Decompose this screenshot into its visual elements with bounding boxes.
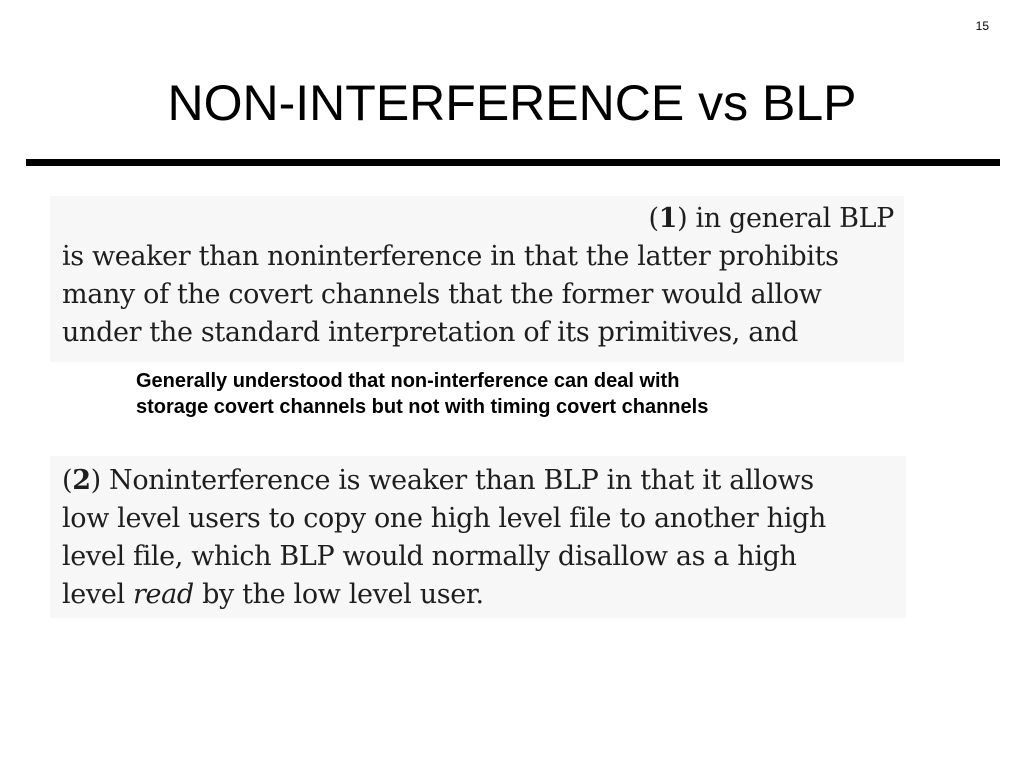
excerpt-2-line-2: low level users to copy one high level file to another high [62, 503, 826, 534]
note-line-2: storage covert channels but not with timing covert channels [136, 396, 709, 418]
excerpt-2-line-4 [62, 576, 484, 614]
excerpt-1-paren-open: ( [648, 203, 659, 234]
title-rule [26, 159, 1000, 166]
note-line-1: Generally understood that non-interference can deal with [136, 370, 680, 392]
excerpt-1-line-1-text: ) in general BLP [677, 203, 894, 234]
slide-title: NON-INTERFERENCE vs BLP [167, 75, 857, 131]
excerpt-2-line-1-text: ) Noninterference is weaker than BLP in that it allows [90, 465, 814, 496]
excerpt-2-line-4-italic: read [132, 579, 194, 610]
excerpt-2 [50, 456, 906, 618]
excerpt-1-line-4: under the standard interpretation of its primitives, and [62, 317, 798, 348]
excerpt-2-line-3: level file, which BLP would normally disallow as a high [62, 541, 797, 572]
excerpt-2-line-4-start: level [62, 579, 133, 610]
excerpt-2-line-4-end: by the low level user. [193, 579, 484, 610]
excerpt-1-number: 1 [658, 203, 678, 234]
excerpt-2-number: 2 [72, 465, 91, 496]
excerpt-1-line-1 [648, 200, 894, 238]
excerpt-2-line-1 [62, 462, 814, 500]
excerpt-1-line-2: is weaker than noninterference in that the latter prohibits [62, 241, 839, 272]
excerpt-1 [50, 196, 904, 362]
page-number: 15 [975, 19, 989, 33]
note [136, 368, 896, 420]
excerpt-1-line-3: many of the covert channels that the former would allow [62, 279, 822, 310]
excerpt-2-paren-open: ( [62, 465, 73, 496]
